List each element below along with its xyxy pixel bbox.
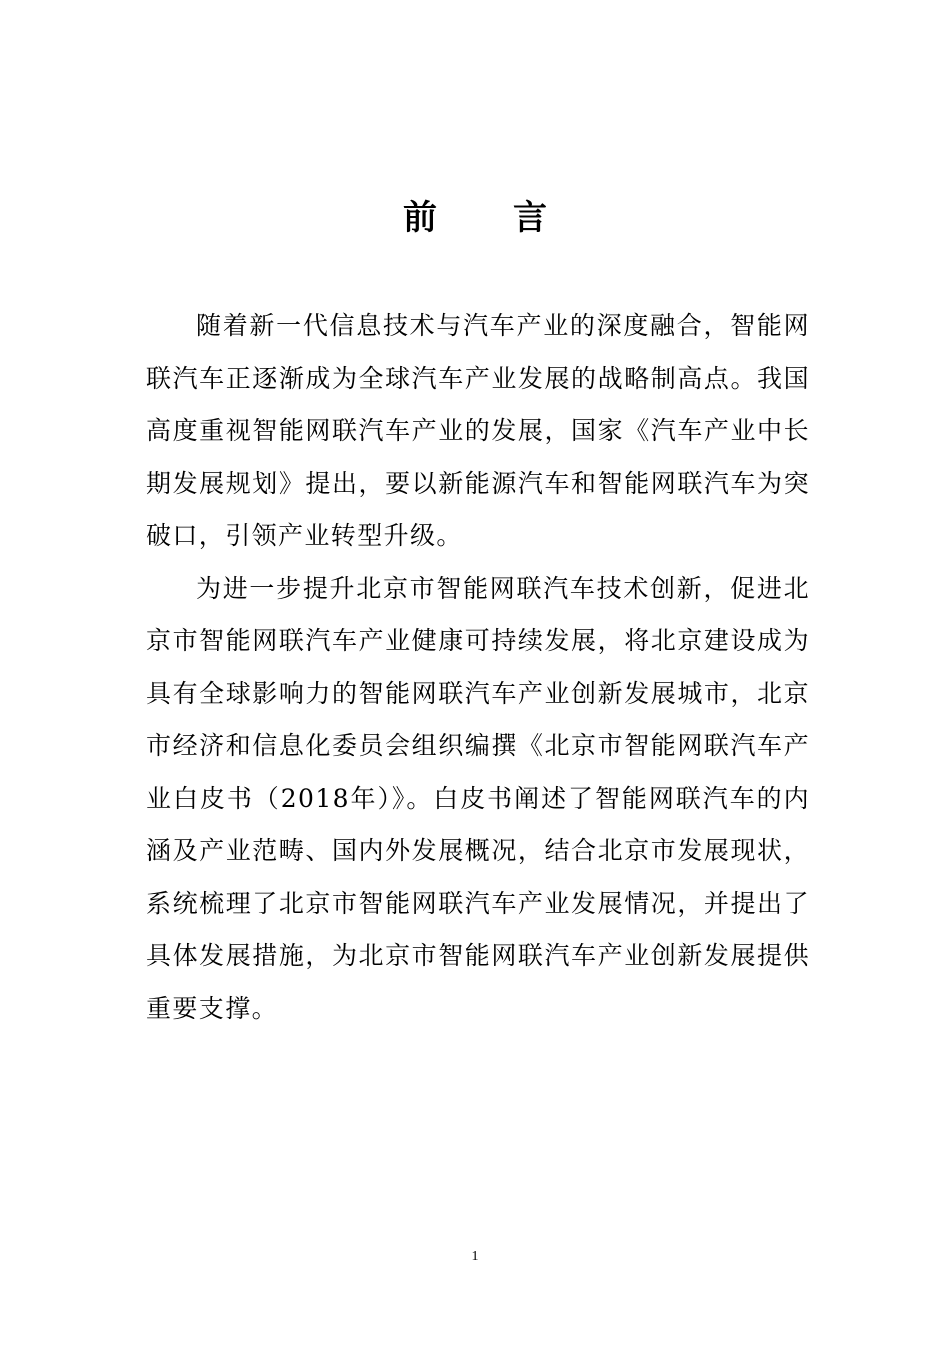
paragraph-1: 随着新一代信息技术与汽车产业的深度融合，智能网联汽车正逐渐成为全球汽车产业发展的战略制高点。我国高度重视智能网联汽车产业的发展，国家《汽车产业中长期发展规划》提出，要以新能源汽车和智能网联汽车为突破口，引领产业转型升级。 — [146, 311, 810, 550]
body-text — [146, 300, 810, 1035]
page-number: 1 — [471, 1249, 479, 1264]
page-title: 前言 — [403, 197, 623, 238]
paragraph-2: 为进一步提升北京市智能网联汽车技术创新，促进北京市智能网联汽车产业健康可持续发展，将北京建设成为具有全球影响力的智能网联汽车产业创新发展城市，北京市经济和信息化委员会组织编撰《北京市智能网联汽车产业白皮书（2018年）》。白皮书阐述了智能网联汽车的内涵及产业范畴、国内外发展概况，结合北京市发展现状，系统梳理了北京市智能网联汽车产业发展情况，并提出了具体发展措施，为北京市智能网联汽车产业创新发展提供重要支撑。 — [146, 573, 810, 1023]
